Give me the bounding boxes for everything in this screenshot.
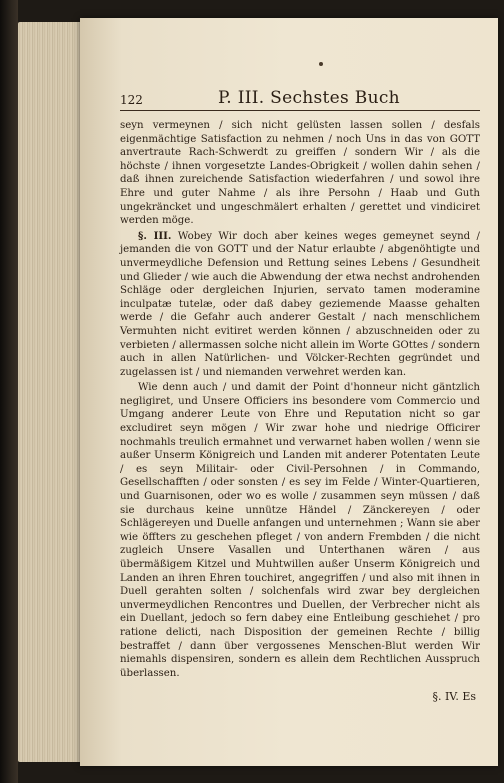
page-header — [120, 84, 480, 111]
paragraph-section-3 — [120, 230, 480, 380]
paragraph-point-d-honneur — [120, 381, 480, 680]
paragraph-text: Wie denn auch / und damit der Point d'honneur nicht gäntzlich negligiret, und Unsere Officiers ins besondere vom Commercio und Umgang anderer Leute von Ehre und Reputation nicht so gar excludiret seyn mögen / Wir zwar hohe und niedrige Officirer nochmahls treulich ermahnet und verwarnet haben wollen / wenn sie außer Unserm Königreich und Landen mit anderer Potentaten Leute / es seyn Militair- oder Civil-Persohnen / in Commando, Gesellschafften / oder sonsten / es sey im Felde / Winter-Quartieren, und Guarnisonen, oder wo es wolle / zusammen seyn müssen / daß sie durchaus keine unnütze Händel / Zänckereyen / oder Schlägereyen und Duelle anfangen und unternehmen ; Wann sie aber wie öffters zu geschehen pfleget / von andern Frembden / die nicht zugleich Unsere Vasallen und Unterthanen wären / aus übermäßigem Kitzel und Muhtwillen außer Unserm Königreich und Landen an ihren Ehren touchiret, angegriffen / und also mit ihnen in Duell gerahten solten / solchenfals wird zwar bey dergleichen unvermeydlichen Rencontres und Duellen, der Verbrecher nicht als ein Duellant, jedoch so fern dabey eine Entleibung geschiehet / pro ratione delicti, nach Disposition der gemeinen Rechte / billig bestraffet / dann über vergossenes Menschen-Blut werden Wir niemahls dispensiren, sondern es allein dem Rechtlichen Ausspruch überlassen. — [120, 382, 480, 679]
page-edges — [18, 22, 80, 762]
catchword: §. IV. Es — [432, 690, 476, 704]
running-head: P. III. Sechstes Buch — [218, 88, 400, 108]
paragraph-text: seyn vermeynen / sich nicht gelüsten lassen sollen / desfals eigenmächtige Satisfaction zu nehmen / noch Uns in das von GOTT anvertraute Rach-Schwerdt zu greiffen / sondern Wir / als die höchste / ihnen vorgesetzte Landes-Obrigkeit / wollen dahin sehen / daß ihnen zureichende Satisfaction wiederfahren / und sowol ihre Ehre und guter Nahme / als ihre Persohn / Haab und Guth ungekräncket und ungeschmälert erhalten / gerettet und vindiciret werden möge. — [120, 120, 480, 227]
paragraph-continuation — [120, 119, 480, 228]
paragraph-text: Wobey Wir doch aber keines weges gemeynet seynd / jemanden die von GOTT und der Natur erlaubte / abgenöhtigte und unvermeydliche Defension und Rettung seines Lebens / Gesundheit und Glieder / wie auch die Abwendung der etwa nechst androhenden Schläge oder dergleichen Injurien, servato tamen moderamine inculpatæ tutelæ, oder daß dabey geziemende Maasse gehalten werde / die Gefahr auch anderer Gestalt / nach menschlichem Vermuhten nicht evitiret werden können / abzuschneiden oder zu verbieten / allermassen solche nicht allein im Worte GOttes / sondern auch in allen Natürlichen- und Völcker-Rechten gegründet und zugelassen ist / und niemanden verwehret werden kan. — [120, 230, 480, 378]
ink-dot — [319, 62, 323, 66]
page-number: 122 — [120, 93, 143, 107]
page-content — [120, 84, 480, 703]
section-mark: §. III. — [138, 229, 172, 242]
book-spine — [0, 0, 18, 783]
